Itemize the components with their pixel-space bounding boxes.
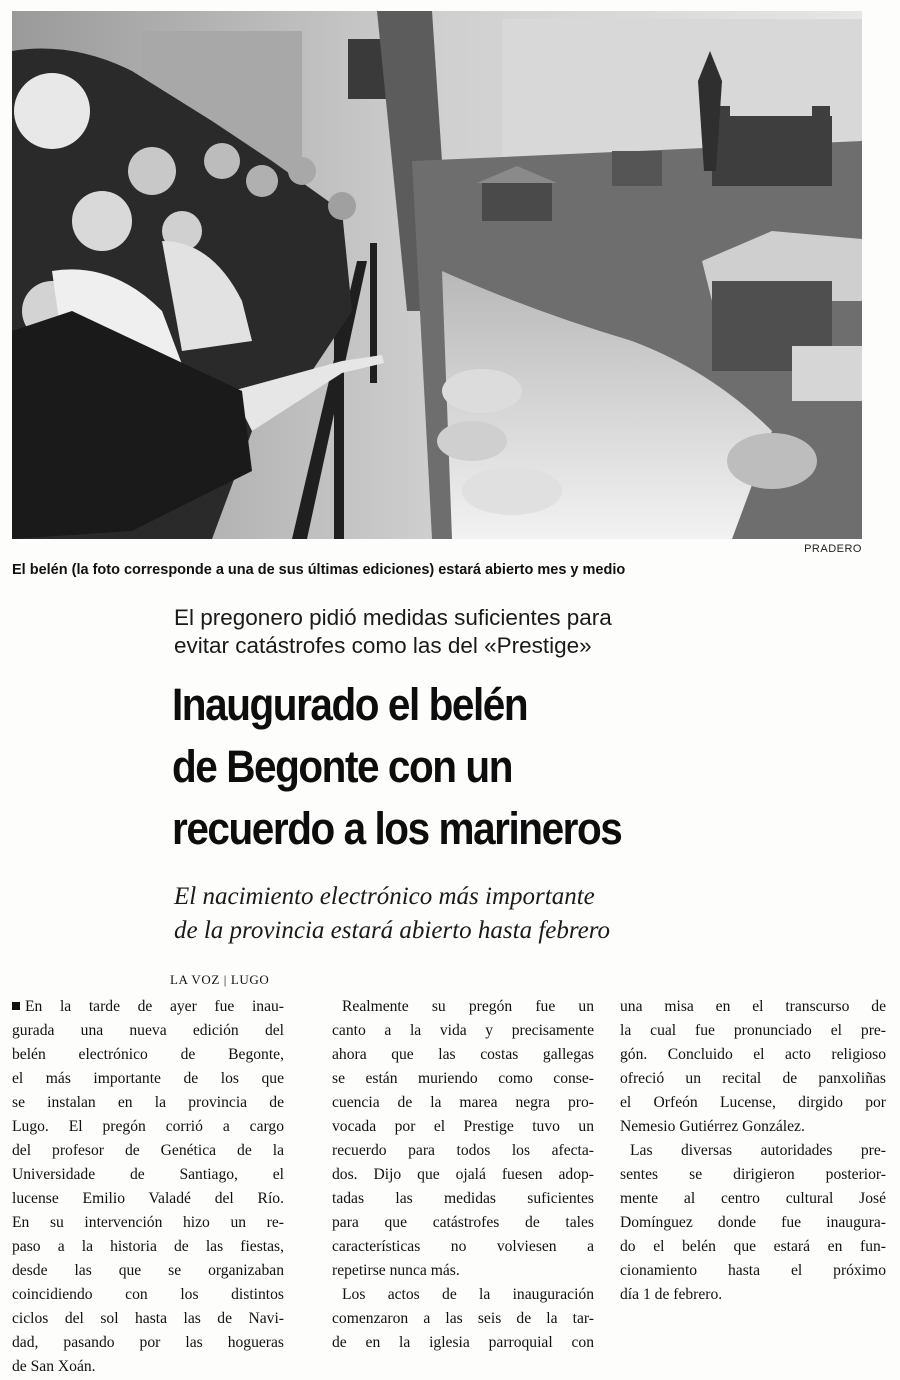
text-line: do el belén que estará en fun- bbox=[620, 1238, 886, 1255]
text-line: cionamiento hasta el próximo bbox=[620, 1262, 886, 1279]
text-line: belén electrónico de Begonte, bbox=[12, 1046, 284, 1063]
text-line: características no volviesen a bbox=[332, 1238, 594, 1255]
text-line: repetirse nunca más. bbox=[332, 1262, 460, 1279]
text-line: día 1 de febrero. bbox=[620, 1286, 723, 1303]
photo-credit: PRADERO bbox=[804, 543, 862, 555]
text-line: paso a la historia de las fiestas, bbox=[12, 1238, 284, 1255]
text-line: ciclos del sol hasta las de Navi- bbox=[12, 1310, 284, 1327]
text-line: se están muriendo como conse- bbox=[332, 1070, 594, 1087]
text-line: se instalan en la provincia de bbox=[12, 1094, 284, 1111]
square-bullet-icon bbox=[12, 1002, 20, 1010]
byline: LA VOZ | LUGO bbox=[170, 972, 270, 987]
subheadline-line: El nacimiento electrónico más importante bbox=[174, 883, 595, 910]
headline-line: de Begonte con un bbox=[172, 741, 513, 792]
text-line: una misa en el transcurso de bbox=[620, 998, 886, 1015]
kicker bbox=[174, 604, 734, 660]
headline-line: Inaugurado el belén bbox=[172, 679, 528, 730]
text-line: lucense Emilio Valadé del Río. bbox=[12, 1190, 284, 1207]
text-line: el más importante de los que bbox=[12, 1070, 284, 1087]
text-line: la cual fue pronunciado el pre- bbox=[620, 1022, 886, 1039]
text-line: de en la iglesia parroquial con bbox=[332, 1334, 594, 1351]
text-line: Los actos de la inauguración bbox=[342, 1286, 594, 1303]
article-column-3 bbox=[620, 995, 886, 1307]
text-line: Nemesio Gutiérrez González. bbox=[620, 1118, 805, 1135]
news-photo bbox=[12, 11, 862, 539]
subheadline-line: de la provincia estará abierto hasta febrero bbox=[174, 917, 611, 944]
text-line: coincidiendo con los distintos bbox=[12, 1286, 284, 1303]
text-line: cuencia de la marea negra pro- bbox=[332, 1094, 594, 1111]
text-line: recuerdo para todos los afecta- bbox=[332, 1142, 594, 1159]
text-line: para que catástrofes de tales bbox=[332, 1214, 594, 1231]
kicker-line: El pregonero pidió medidas suficientes para bbox=[174, 605, 612, 630]
text-line: dos. Dijo que ojalá fuesen adop- bbox=[332, 1166, 594, 1183]
text-line: del profesor de Genética de la bbox=[12, 1142, 284, 1159]
text-line: En su intervención hizo un re- bbox=[12, 1214, 284, 1231]
text-line: En la tarde de ayer fue inau- bbox=[12, 995, 284, 1019]
text-line: el Orfeón Lucense, dirgido por bbox=[620, 1094, 886, 1111]
photo-caption: El belén (la foto corresponde a una de sus últimas ediciones) estará abierto mes y medio bbox=[12, 562, 626, 578]
text-line: sentes se dirigieron posterior- bbox=[620, 1166, 886, 1183]
text-line: Lugo. El pregón corrió a cargo bbox=[12, 1118, 284, 1135]
text-line: desde las que se organizaban bbox=[12, 1262, 284, 1279]
text-line: de San Xoán. bbox=[12, 1358, 96, 1375]
text-line: Realmente su pregón fue un bbox=[342, 998, 594, 1015]
text-line: canto a la vida y precisamente bbox=[332, 1022, 594, 1039]
text-line: Domínguez donde fue inaugura- bbox=[620, 1214, 886, 1231]
text-line: comenzaron a las seis de la tar- bbox=[332, 1310, 594, 1327]
text-line: gón. Concluido el acto religioso bbox=[620, 1046, 886, 1063]
subheadline bbox=[174, 880, 610, 948]
text-line: dad, pasando por las hogueras bbox=[12, 1334, 284, 1351]
kicker-line: evitar catástrofes como las del «Prestige» bbox=[174, 633, 592, 658]
headline-line: recuerdo a los marineros bbox=[172, 803, 622, 854]
text-line: mente al centro cultural José bbox=[620, 1190, 886, 1207]
text-line: tadas las medidas suficientes bbox=[332, 1190, 594, 1207]
text-line: Las diversas autoridades pre- bbox=[630, 1142, 886, 1159]
text-line: ofreció un recital de panxoliñas bbox=[620, 1070, 886, 1087]
article-column-2 bbox=[332, 995, 594, 1355]
article-column-1 bbox=[12, 995, 284, 1379]
text-line: ahora que las costas gallegas bbox=[332, 1046, 594, 1063]
headline bbox=[172, 674, 621, 860]
text-line: Universidade de Santiago, el bbox=[12, 1166, 284, 1183]
text-line: gurada una nueva edición del bbox=[12, 1022, 284, 1039]
text-line: vocada por el Prestige tuvo un bbox=[332, 1118, 594, 1135]
